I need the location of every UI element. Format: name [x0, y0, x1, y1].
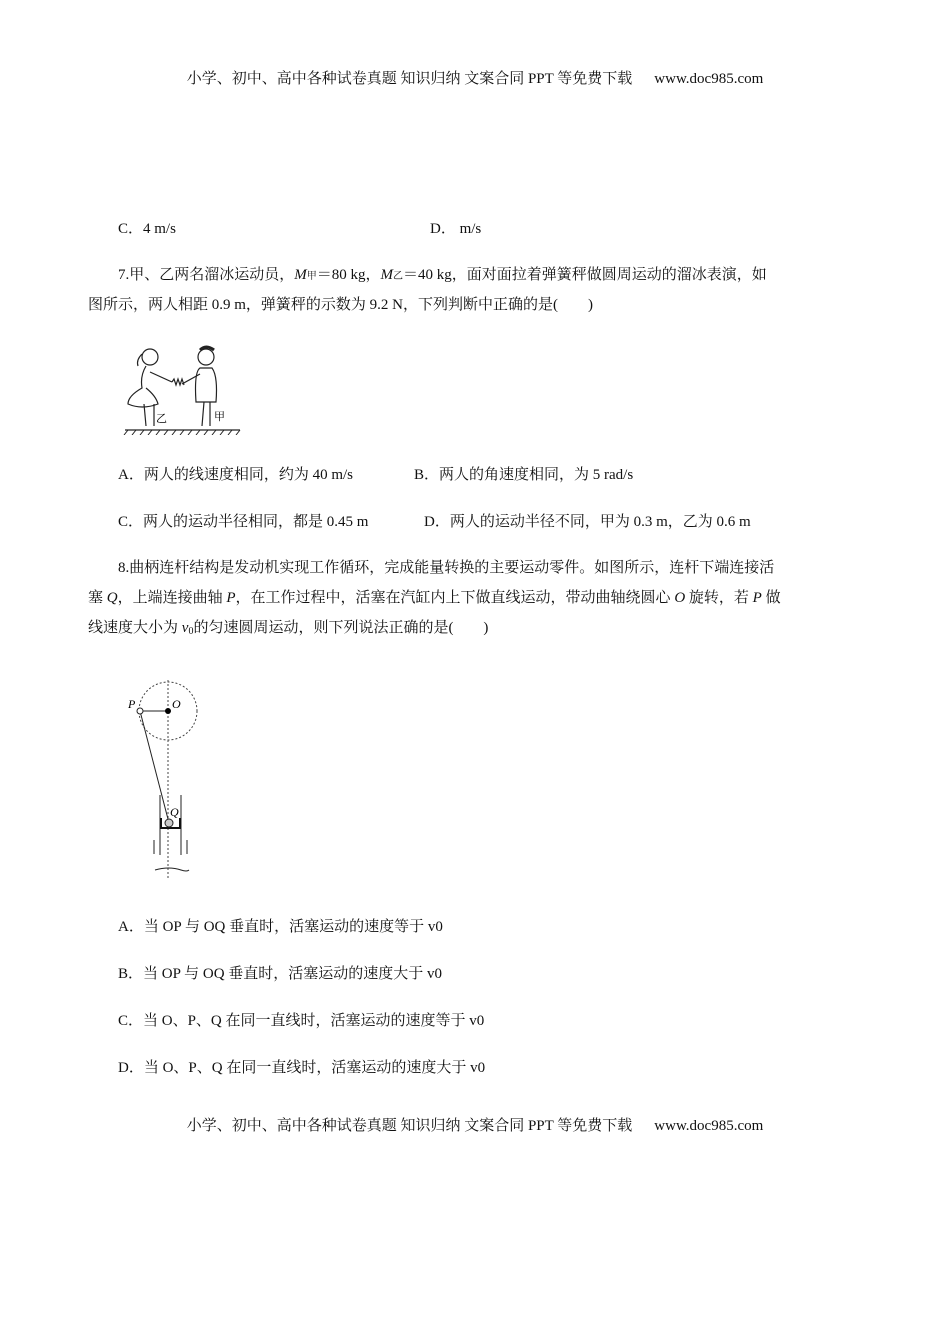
skaters-figure — [120, 340, 250, 435]
q8-line-1: 8.曲柄连杆结构是发动机实现工作循环，完成能量转换的主要运动零件。如图所示，连杆下端连接活 — [118, 560, 775, 576]
q7-line-1: 7.甲、乙两名溜冰运动员，M甲＝80 kg，M乙＝40 kg，面对面拉着弹簧秤做圆周运动的溜冰表演，如 — [118, 267, 767, 283]
q6-option-c: C．4 m/s — [118, 221, 176, 237]
q7-option-a: A．两人的线速度相同，约为 40 m/s — [118, 467, 354, 483]
q8-option-d: D．当 O、P、Q 在同一直线时，活塞运动的速度大于 v0 — [118, 1060, 486, 1076]
q8-option-a: A．当 OP 与 OQ 垂直时，活塞运动的速度等于 v0 — [118, 919, 443, 935]
q8-line-3: 线速度大小为 $v_0$的匀速圆周运动，则下列说法正确的是( ) — [88, 620, 489, 637]
footer-url: www.doc985.com — [654, 1118, 764, 1134]
q8-option-b: B．当 OP 与 OQ 垂直时，活塞运动的速度大于 v0 — [118, 966, 443, 982]
label-jia: 甲 — [214, 411, 225, 423]
page-footer — [0, 1116, 950, 1136]
header-text: 小学、初中、高中各种试卷真题 知识归纳 文案合同 PPT 等免费下载 — [186, 71, 633, 87]
label-p: P — [128, 697, 136, 711]
crank-figure — [110, 680, 220, 880]
footer-text: 小学、初中、高中各种试卷真题 知识归纳 文案合同 PPT 等免费下载 — [186, 1118, 633, 1134]
q8-line-2: 塞 Q，上端连接曲轴 P，在工作过程中，活塞在汽缸内上下做直线运动，带动曲轴绕圆心 O 旋转，若 P 做 — [88, 590, 781, 606]
q7-option-d: D．两人的运动半径不同，甲为 0.3 m，乙为 0.6 m — [424, 514, 751, 530]
q8-option-c: C．当 O、P、Q 在同一直线时，活塞运动的速度等于 v0 — [118, 1013, 485, 1029]
q6-option-d: D． m/s — [430, 221, 482, 237]
header-url: www.doc985.com — [654, 71, 764, 87]
q7-option-c: C．两人的运动半径相同，都是 0.45 m — [118, 514, 369, 530]
label-yi: 乙 — [156, 413, 167, 425]
page-header — [0, 69, 950, 89]
label-o: O — [172, 697, 181, 711]
q7-option-b: B．两人的角速度相同，为 5 rad/s — [414, 467, 634, 483]
label-q: Q — [170, 805, 179, 819]
q7-line-2: 图所示，两人相距 0.9 m，弹簧秤的示数为 9.2 N，下列判断中正确的是( ) — [88, 297, 593, 313]
